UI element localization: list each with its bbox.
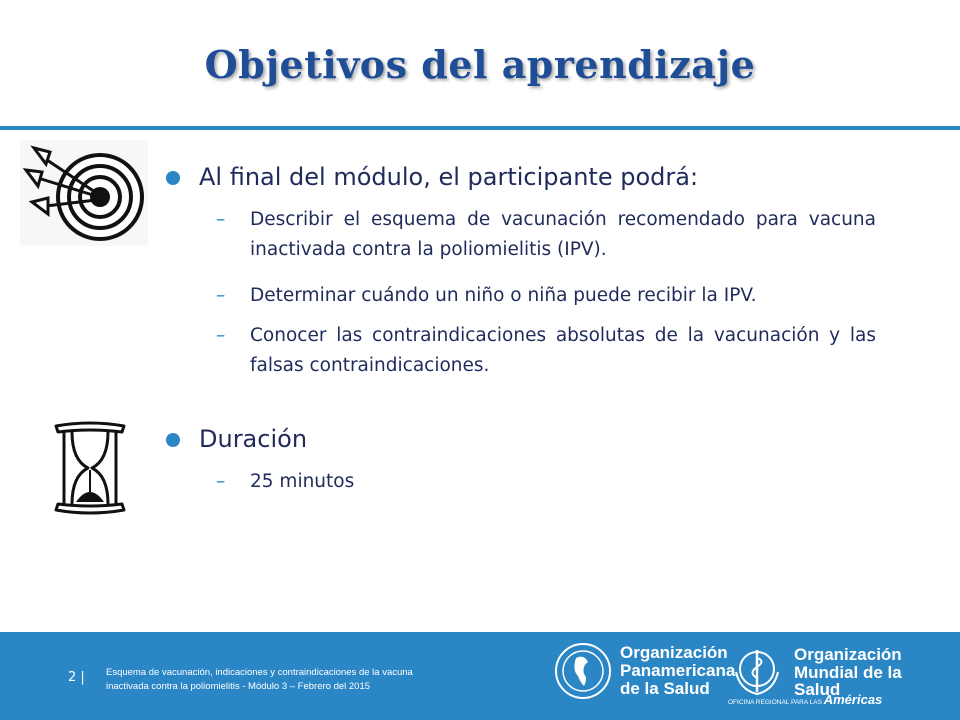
who-name-line: Organización bbox=[794, 645, 902, 664]
who-name-line: Mundial de la Salud bbox=[794, 663, 902, 699]
objectives-heading-text: Al final del módulo, el participante podrá: bbox=[199, 163, 699, 191]
footer-caption-line: inactivada contra la poliomielitis - Módulo 3 – Febrero del 2015 bbox=[106, 681, 371, 692]
duration-item bbox=[216, 467, 876, 497]
who-office-text: OFICINA REGIONAL PARA LAS bbox=[728, 699, 822, 706]
objective-item bbox=[216, 281, 876, 311]
footer-caption-line: Esquema de vacunación, indicaciones y contraindicaciones de la vacuna bbox=[106, 667, 413, 678]
slide-title: Objetivos del aprendizaje bbox=[204, 42, 756, 87]
objective-item bbox=[216, 205, 876, 265]
objective-item-text: Conocer las contraindicaciones absolutas de la vacunación y las falsas contraindicaciones. bbox=[250, 325, 876, 376]
bullet-dot bbox=[166, 171, 180, 185]
objective-item-text: Determinar cuándo un niño o niña puede recibir la IPV. bbox=[250, 285, 757, 306]
who-logo bbox=[728, 640, 938, 710]
objective-item bbox=[216, 321, 876, 381]
paho-logo bbox=[554, 640, 736, 700]
who-office-label bbox=[728, 692, 882, 707]
footer-bar bbox=[0, 632, 960, 720]
title-divider bbox=[0, 126, 960, 130]
target-with-darts-icon bbox=[20, 140, 148, 246]
paho-emblem-icon bbox=[554, 642, 612, 700]
paho-name-line: de la Salud bbox=[620, 679, 710, 698]
dash-marker: – bbox=[216, 285, 226, 306]
paho-name-line: Organización bbox=[620, 643, 728, 662]
who-region-text: Américas bbox=[823, 692, 883, 707]
objective-item-text: Describir el esquema de vacunación recomendado para vacuna inactivada contra la poliomielitis (IPV). bbox=[250, 209, 876, 260]
duration-value: 25 minutos bbox=[250, 471, 355, 492]
bullet-dot bbox=[166, 433, 180, 447]
hourglass-icon bbox=[52, 420, 128, 516]
page-number: 2 | bbox=[68, 670, 85, 685]
dash-marker: – bbox=[216, 471, 226, 492]
duration-heading-text: Duración bbox=[199, 425, 308, 453]
dash-marker: – bbox=[216, 325, 226, 346]
dash-marker: – bbox=[216, 209, 226, 230]
paho-name-line: Panamericana bbox=[620, 661, 736, 680]
footer-caption bbox=[106, 666, 506, 694]
